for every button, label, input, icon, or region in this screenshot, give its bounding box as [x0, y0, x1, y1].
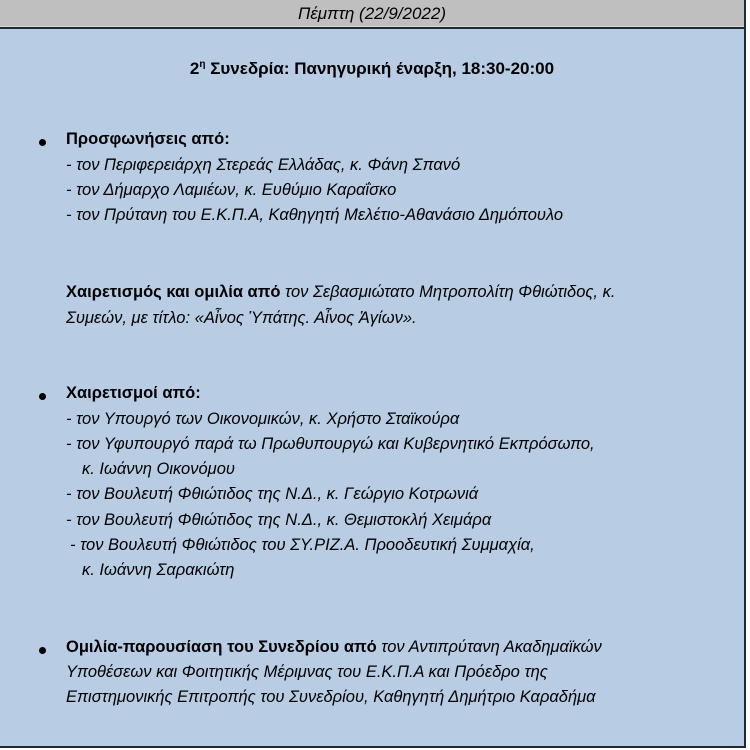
presentation-bold: Ομιλία-παρουσίαση του Συνεδρίου από: [66, 638, 377, 656]
session-superscript: η: [199, 59, 206, 70]
greeting-speech-line2: Συμεών, με τίτλο: «Αἶνος Ὑπάτης. Αἶνος Ἁγίων».: [66, 309, 417, 327]
greeting-item: - τον Βουλευτή Φθιώτιδος του ΣΥ.ΡΙΖ.Α. Προοδευτική Συμμαχία,: [70, 536, 535, 554]
bullet-icon: [39, 647, 46, 654]
greeting-speech-text: τον Σεβασμιώτατο Μητροπολίτη Φθιώτιδος, κ.: [280, 283, 616, 301]
presentation-line1: [66, 638, 602, 657]
day-date: Πέμπτη (22/9/2022): [298, 4, 446, 23]
day-header: [0, 0, 744, 29]
presentation-line2: Υποθέσεων και Φοιτητικής Μέριμνας του Ε.Κ.Π.Α και Πρόεδρο της: [66, 663, 548, 681]
bullet-icon: [39, 139, 46, 146]
greeting-speech-line1: [66, 283, 615, 302]
greeting-item: - τον Υπουργό των Οικονομικών, κ. Χρήστο Σταϊκούρα: [66, 410, 460, 428]
greeting-item-continuation: κ. Ιωάννη Οικονόμου: [82, 460, 235, 478]
greeting-item: - τον Υφυπουργό παρά τω Πρωθυπουργώ και Κυβερνητικό Εκπρόσωπο,: [66, 435, 595, 453]
presentation-text: τον Αντιπρύτανη Ακαδημαϊκών: [376, 638, 602, 656]
session-number: 2: [189, 59, 200, 78]
session-title: [0, 59, 744, 79]
greeting-item: - τον Βουλευτή Φθιώτιδος της Ν.Δ., κ. Γεώργιο Κοτρωνιά: [66, 485, 479, 503]
greeting-item-continuation: κ. Ιωάννη Σαρακιώτη: [82, 561, 235, 579]
presentation-line3: Επιστημονικής Επιτροπής του Συνεδρίου, Καθηγητή Δημήτριο Καραδήμα: [66, 688, 596, 706]
session-body: [0, 29, 744, 746]
session-title-text: Συνεδρία: Πανηγυρική έναρξη, 18:30-20:00: [205, 59, 555, 78]
bullet-icon: [39, 393, 46, 400]
addresses-heading: Προσφωνήσεις από:: [66, 130, 230, 148]
greetings-heading: Χαιρετισμοί από:: [66, 384, 201, 402]
greeting-item: - τον Βουλευτή Φθιώτιδος της Ν.Δ., κ. Θεμιστοκλή Χειμάρα: [66, 511, 492, 529]
address-item: - τον Δήμαρχο Λαμιέων, κ. Ευθύμιο Καραΐσκο: [66, 181, 397, 199]
greeting-speech-bold: Χαιρετισμός και ομιλία από: [66, 283, 281, 301]
address-item: - τον Πρύτανη του Ε.Κ.Π.Α, Καθηγητή Μελέτιο-Αθανάσιο Δημόπουλο: [66, 206, 564, 224]
address-item: - τον Περιφερειάρχη Στερεάς Ελλάδας, κ. Φάνη Σπανό: [66, 156, 461, 174]
